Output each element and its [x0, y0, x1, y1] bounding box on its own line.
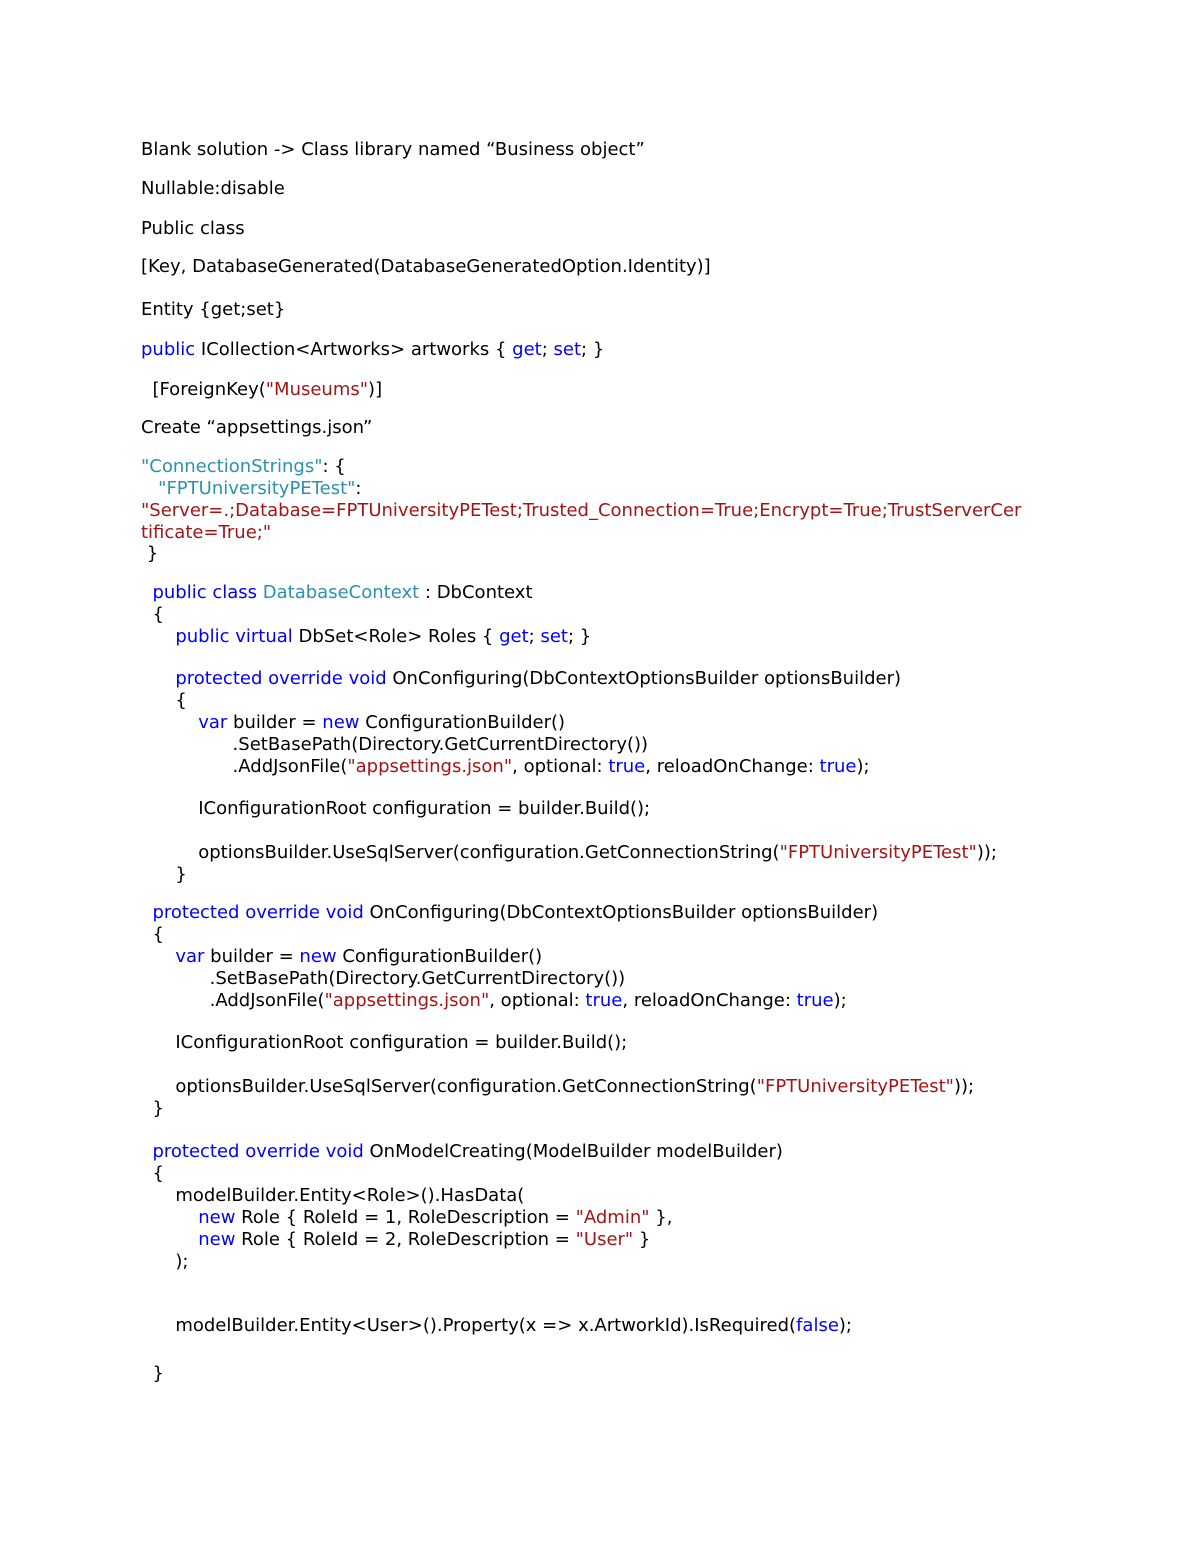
text-segment: var [198, 712, 228, 733]
text-line [141, 256, 711, 278]
text-line [141, 1032, 627, 1054]
text-segment: builder = [204, 946, 300, 967]
text-line [141, 500, 1021, 522]
text-segment: get [499, 626, 529, 647]
text-segment: } [141, 864, 187, 885]
text-segment: )); [953, 1076, 975, 1097]
text-segment: "Museums" [265, 379, 369, 400]
text-segment: { [141, 924, 164, 945]
text-segment: "FPTUniversityPETest" [158, 478, 356, 499]
text-segment: , optional: [489, 990, 586, 1011]
text-line [141, 798, 650, 820]
text-segment: var [175, 946, 205, 967]
text-segment [141, 668, 175, 689]
text-line [141, 604, 164, 626]
text-segment: { [141, 604, 164, 625]
text-segment: modelBuilder.Entity<User>().Property(x => x.ArtworkId).IsRequired( [141, 1315, 797, 1336]
text-segment: "ConnectionStrings" [141, 456, 323, 477]
text-line [141, 1207, 672, 1229]
text-segment: override [245, 902, 320, 923]
text-line [141, 1315, 852, 1337]
text-line [141, 990, 847, 1012]
text-segment: .AddJsonFile( [141, 756, 348, 777]
text-line [141, 668, 901, 690]
text-segment: .SetBasePath(Directory.GetCurrentDirectory()) [141, 734, 649, 755]
text-segment: , optional: [512, 756, 609, 777]
text-line [141, 417, 372, 439]
text-line [141, 1141, 783, 1163]
text-segment: modelBuilder.Entity<Role>().HasData( [141, 1185, 525, 1206]
text-line [141, 299, 285, 321]
text-segment: [ForeignKey( [141, 379, 266, 400]
text-segment: { [141, 1163, 164, 1184]
text-segment: class [212, 582, 258, 603]
text-segment: } [633, 1229, 651, 1250]
text-segment: , reloadOnChange: [622, 990, 797, 1011]
text-line [141, 1163, 164, 1185]
text-segment [141, 1229, 198, 1250]
text-line [141, 379, 382, 401]
text-segment: Role { RoleId = 1, RoleDescription = [235, 1207, 576, 1228]
text-segment: } [141, 543, 159, 564]
text-segment [141, 946, 175, 967]
text-segment: : { [322, 456, 346, 477]
text-segment: Role { RoleId = 2, RoleDescription = [235, 1229, 576, 1250]
text-segment: IConfigurationRoot configuration = builder.Build(); [141, 798, 651, 819]
text-segment: ); [838, 1315, 852, 1336]
text-line [141, 1185, 524, 1207]
text-segment: ConfigurationBuilder() [359, 712, 566, 733]
text-segment: false [796, 1315, 839, 1336]
text-segment: new [198, 1229, 236, 1250]
text-segment: new [299, 946, 337, 967]
text-line [141, 626, 591, 648]
text-segment: protected [152, 1141, 240, 1162]
text-segment: "FPTUniversityPETest" [756, 1076, 954, 1097]
text-segment: : [355, 478, 362, 499]
text-segment: "Admin" [575, 1207, 650, 1228]
text-segment: ); [856, 756, 870, 777]
text-segment: ConfigurationBuilder() [336, 946, 543, 967]
text-line [141, 968, 625, 990]
text-segment: Nullable:disable [141, 178, 285, 199]
text-line [141, 456, 346, 478]
text-line [141, 842, 997, 864]
text-segment: "FPTUniversityPETest" [779, 842, 977, 863]
text-segment [141, 712, 198, 733]
text-segment: DbSet<Role> Roles { [292, 626, 500, 647]
text-segment: : DbContext [419, 582, 533, 603]
text-segment: void [348, 668, 387, 689]
text-line [141, 946, 542, 968]
text-segment: set [553, 339, 582, 360]
text-line [141, 543, 158, 565]
text-segment: protected [152, 902, 240, 923]
text-line [141, 1098, 164, 1120]
text-line [141, 139, 645, 161]
text-segment: true [608, 756, 646, 777]
text-segment: Entity {get;set} [141, 299, 286, 320]
text-segment: "appsettings.json" [347, 756, 513, 777]
text-segment [141, 1207, 198, 1228]
text-line [141, 339, 604, 361]
text-line [141, 756, 870, 778]
text-segment: ICollection<Artworks> artworks { [195, 339, 513, 360]
text-line [141, 522, 271, 544]
text-line [141, 218, 245, 240]
text-segment: OnConfiguring(DbContextOptionsBuilder optionsBuilder) [363, 902, 879, 923]
text-segment: "appsettings.json" [324, 990, 490, 1011]
text-segment: ; [528, 626, 541, 647]
text-segment: IConfigurationRoot configuration = builder.Build(); [141, 1032, 628, 1053]
text-segment: public [175, 626, 230, 647]
text-segment: ); [833, 990, 847, 1011]
text-segment [141, 626, 175, 647]
text-segment: { [141, 690, 187, 711]
text-line [141, 178, 285, 200]
text-segment: override [268, 668, 343, 689]
text-line [141, 1363, 164, 1385]
text-segment: new [322, 712, 360, 733]
text-line [141, 902, 878, 924]
text-segment: new [198, 1207, 236, 1228]
text-segment: protected [175, 668, 263, 689]
text-segment: Blank solution -> Class library named “Business object” [141, 139, 645, 160]
text-segment: true [796, 990, 834, 1011]
text-segment: virtual [235, 626, 293, 647]
text-segment: optionsBuilder.UseSqlServer(configuration.GetConnectionString( [141, 842, 780, 863]
text-segment: "Server=.;Database=FPTUniversityPETest;Trusted_Connection=True;Encrypt=True;TrustServerCer [141, 500, 1022, 521]
text-segment: "User" [575, 1229, 634, 1250]
text-segment: [Key, DatabaseGenerated(DatabaseGeneratedOption.Identity)] [141, 256, 711, 277]
text-line [141, 734, 648, 756]
text-segment: }, [649, 1207, 673, 1228]
text-segment: ; [541, 339, 554, 360]
text-segment: true [819, 756, 857, 777]
text-line [141, 690, 187, 712]
text-segment: public [152, 582, 207, 603]
text-segment [141, 582, 152, 603]
text-segment: , reloadOnChange: [645, 756, 820, 777]
text-segment [141, 1141, 152, 1162]
text-segment: OnModelCreating(ModelBuilder modelBuilder) [363, 1141, 783, 1162]
text-line [141, 1076, 974, 1098]
text-segment: void [325, 902, 364, 923]
text-segment: Create “appsettings.json” [141, 417, 373, 438]
text-segment: optionsBuilder.UseSqlServer(configuration.GetConnectionString( [141, 1076, 757, 1097]
text-segment: void [325, 1141, 364, 1162]
text-line [141, 864, 187, 886]
text-segment: public [141, 339, 196, 360]
text-segment: set [540, 626, 568, 647]
text-segment: .AddJsonFile( [141, 990, 325, 1011]
text-line [141, 712, 565, 734]
text-segment: )); [976, 842, 997, 863]
text-segment: ; } [567, 626, 592, 647]
text-line [141, 1251, 188, 1273]
text-segment: } [141, 1098, 164, 1119]
text-segment [141, 902, 152, 923]
text-line [141, 582, 533, 604]
text-segment: builder = [227, 712, 323, 733]
text-segment: OnConfiguring(DbContextOptionsBuilder optionsBuilder) [386, 668, 901, 689]
text-segment: override [245, 1141, 320, 1162]
text-line [141, 1229, 650, 1251]
text-segment: DatabaseContext [262, 582, 420, 603]
text-segment: .SetBasePath(Directory.GetCurrentDirectory()) [141, 968, 626, 989]
text-segment: tificate=True;" [141, 522, 272, 543]
text-segment [141, 478, 158, 499]
text-segment: )] [368, 379, 383, 400]
text-segment: get [512, 339, 542, 360]
text-line [141, 924, 164, 946]
text-segment: true [585, 990, 623, 1011]
text-line [141, 478, 362, 500]
text-segment: ; } [581, 339, 605, 360]
text-segment: ); [141, 1251, 189, 1272]
text-segment: Public class [141, 218, 245, 239]
text-segment: } [141, 1363, 164, 1384]
